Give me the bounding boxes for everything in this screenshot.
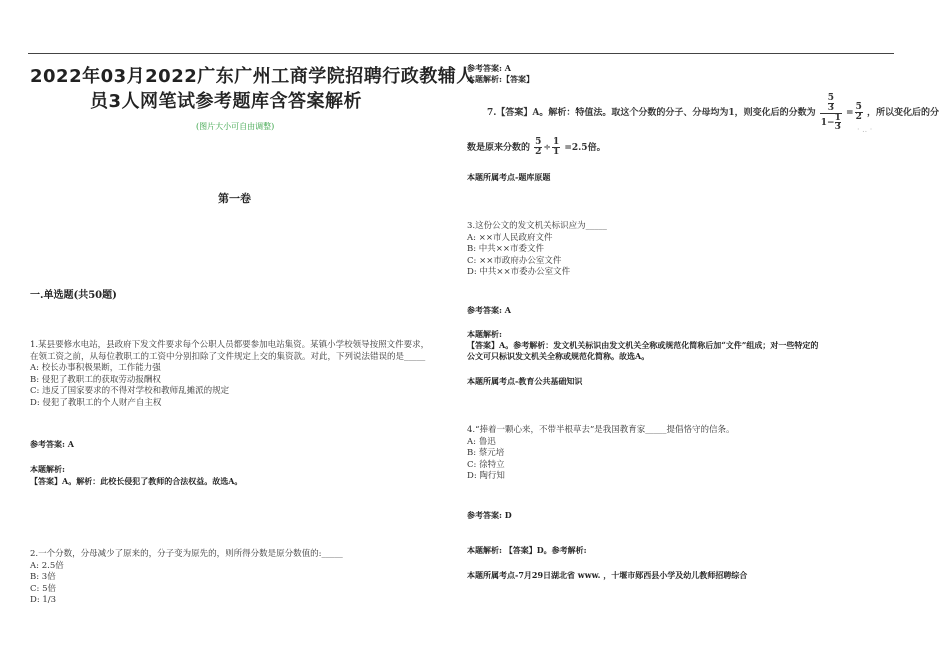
q2-option-a: A: 2.5倍 [30, 560, 64, 571]
q3-reference-answer: 参考答案: A [467, 305, 511, 315]
q2-source: 本题所属考点-题库原题 [467, 172, 551, 182]
q1-option-d: D: 侵犯了教职工的个人财产自主权 [30, 397, 162, 408]
q2-option-b: B: 3倍 [30, 572, 56, 582]
q4-analysis: 本题解析: 【答案】D。参考解析: [467, 545, 587, 555]
header-rule [28, 53, 894, 54]
subtitle: (图片大小可自由调整) [196, 122, 275, 131]
q3-line: 3.这份公文的发文机关标识应为_____ [467, 221, 607, 231]
q4-reference-answer: 参考答案: D [467, 510, 512, 520]
q2-formula-line2-prefix: 数是原来分数的 [467, 143, 531, 153]
question-2 [30, 549, 343, 607]
q2-formula-suffix: ，所以变化后的分 [866, 108, 939, 118]
q4-option-d: D: 陶行知 [467, 471, 505, 481]
q3-source: 本题所属考点-教育公共基础知识 [467, 376, 583, 386]
scan-noise: · .. · [857, 125, 873, 134]
q2-reference-answer: 参考答案: A [467, 63, 511, 73]
q1-option-b: B: 侵犯了教职工的获取劳动报酬权 [30, 374, 161, 385]
q1-line: 在领工资之前，从每位教职工的工资中分别扣除了文件规定上交的集资款。对此，下列说法错误的是_____ [30, 351, 426, 362]
document-title-line1: 2022年03月2022广东广州工商学院招聘行政教辅人 [30, 66, 475, 87]
q2-formula-line2: 数是原来分数的 $\frac{5}{2}$ ÷ $\frac{1}{1}$ =2.5倍。 [467, 137, 606, 157]
q2-option-d: D: 1/3 [30, 595, 57, 605]
q3-analysis-label: 本题解析: [467, 329, 502, 339]
q1-option-a: A: 校长办事积极果断，工作能力强 [30, 363, 161, 373]
q3-option-d: D: 中共××市委办公室文件 [467, 267, 571, 277]
q1-option-c: C: 违反了国家要求的不得对学校和教师乱摊派的规定 [30, 386, 230, 396]
q1-reference-answer: 参考答案: A [30, 439, 74, 449]
fraction-5-2: $\frac{5}{2}$ [855, 102, 862, 122]
q1-line: 1.某县要修水电站，县政府下发文件要求每个公职人员都要参加电站集资。某镇小学校领导按照文件要求， [30, 340, 430, 350]
q2-formula-line2-suffix: =2.5倍。 [564, 143, 606, 153]
q1-analysis: 【答案】A。解析：此校长侵犯了教师的合法权益。故选A。 [30, 476, 243, 486]
q3-analysis-line2: 公文可只标识发文机关全称或规范化简称。故选A。 [467, 351, 650, 361]
fraction-1-1: $\frac{1}{1}$ [552, 137, 560, 157]
q2-formula-line1: 7.【答案】A。解析：特值法。取这个分数的分子、分母均为1，则变化后的分数为 5 3 1− $\frac{1}{3}$ = $\frac{5}{2}$ ，所以变化后的分 [487, 93, 939, 132]
document-title-line2: 员3人网笔试参考题库含答案解析 [90, 91, 363, 112]
q2-line: 2.一个分数，分母减少了原来的，分子变为原先的，则所得分数是原分数值的:_____ [30, 549, 343, 559]
section-heading: 一.单选题(共50题) [30, 290, 117, 301]
q4-line: 4.“捧着一颗心来，不带半根草去”是我国教育家_____提倡恪守的信条。 [467, 425, 735, 435]
question-4 [467, 425, 735, 483]
q3-option-a: A: ××市人民政府文件 [467, 232, 553, 243]
q4-option-a: A: 鲁迅 [467, 436, 496, 447]
volume-heading: 第一卷 [218, 192, 251, 205]
fraction-5-2b: $\frac{5}{2}$ [535, 137, 542, 157]
q3-option-c: C: ××市政府办公室文件 [467, 255, 562, 266]
q4-option-c: C: 徐特立 [467, 459, 505, 470]
q3-analysis-line1: 【答案】A。参考解析：发文机关标识由发文机关全称或规范化简称后加“文件”组成；对一些特定的 [467, 340, 819, 350]
q2-option-c: C: 5倍 [30, 583, 56, 594]
q2-formula-prefix: 7.【答案】A。解析：特值法。取这个分数的分子、分母均为1，则变化后的分数为 [487, 108, 816, 118]
q1-analysis-label: 本题解析: [30, 464, 65, 474]
q4-source: 本题所属考点-7月29日湖北省 www. ，十堰市郧西县小学及幼儿教师招聘综合 [467, 570, 748, 580]
question-3 [467, 221, 607, 279]
q2-analysis-label: 本题解析:【答案】 [467, 74, 534, 84]
question-1 [30, 340, 429, 409]
q3-option-b: B: 中共××市委文件 [467, 244, 545, 254]
q4-option-b: B: 蔡元培 [467, 448, 505, 458]
fraction-compound: 5 3 1− $\frac{1}{3}$ [820, 93, 841, 132]
